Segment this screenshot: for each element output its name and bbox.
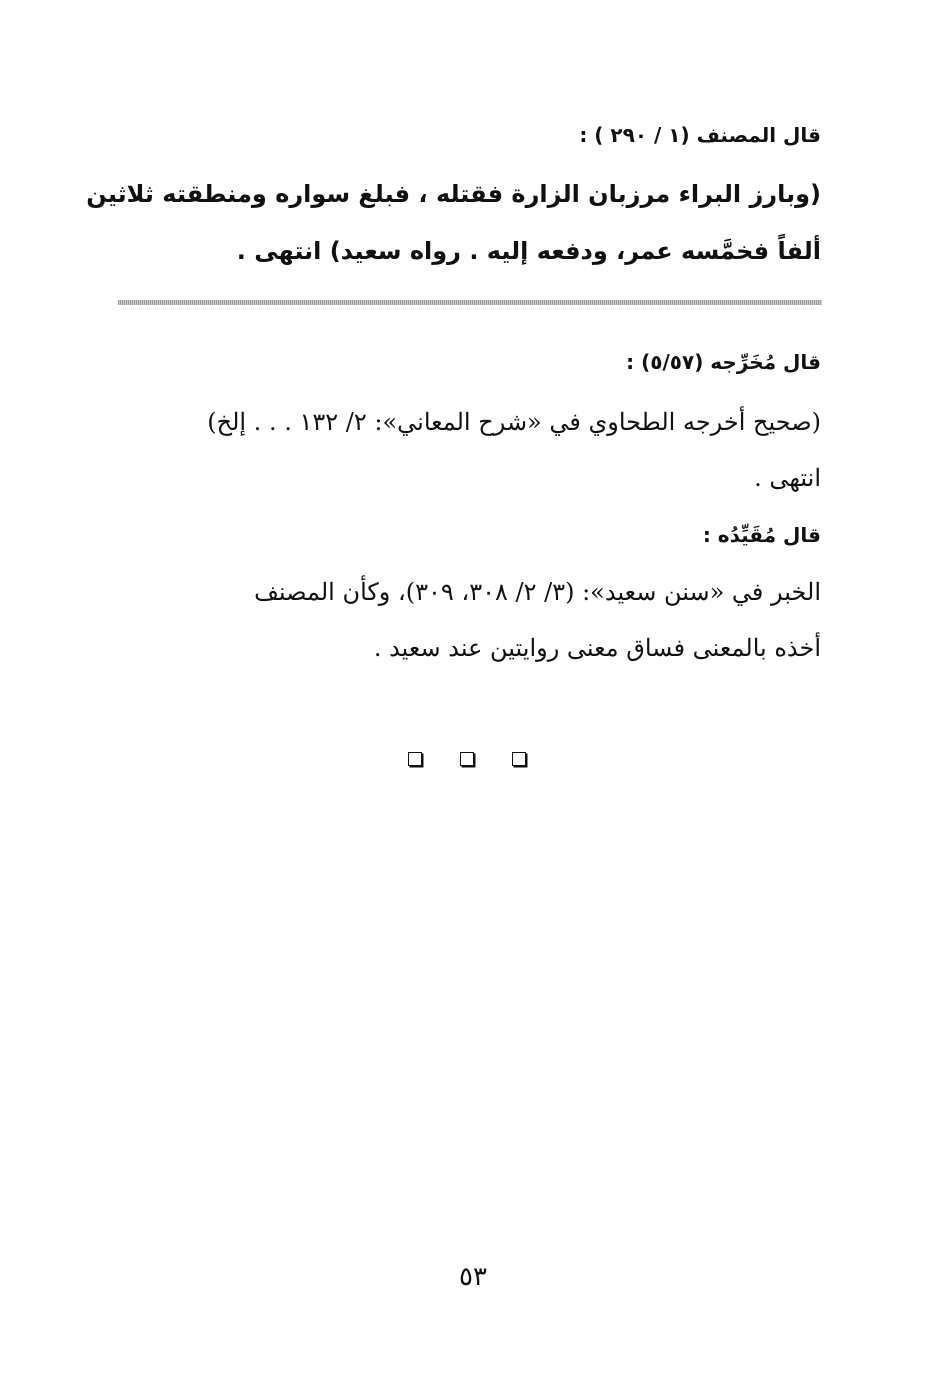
box-icon — [460, 752, 474, 766]
quote-line-2: ألفاً فخمَّسه عمر، ودفعه إليه . رواه سعيد) انتهى . — [236, 237, 821, 265]
commentator-heading: قال مُقَيِّدُه : — [702, 523, 821, 547]
box-icon — [512, 752, 526, 766]
takhrij-line-1: (صحيح أخرجه الطحاوي في «شرح المعاني»: ٢/ ١٣٢ . . . إلخ) — [207, 408, 821, 436]
page-number: ٥٣ — [459, 1262, 487, 1292]
author-heading: قال المصنف (١ / ٢٩٠ ) : — [579, 123, 821, 147]
box-icon — [408, 752, 422, 766]
commentary-line-2: أخذه بالمعنى فساق معنى روايتين عند سعيد . — [373, 634, 821, 662]
takhrij-heading: قال مُخَرِّجه (٥/٥٧) : — [626, 350, 821, 374]
takhrij-line-2: انتهى . — [754, 464, 821, 492]
section-divider — [118, 300, 822, 305]
section-end-ornament — [408, 752, 526, 770]
commentary-line-1: الخبر في «سنن سعيد»: (٣/ ٢/ ٣٠٨، ٣٠٩)، وكأن المصنف — [254, 578, 821, 606]
quote-line-1: (وبارز البراء مرزبان الزارة فقتله ، فبلغ سواره ومنطقته ثلاثين — [86, 180, 821, 208]
